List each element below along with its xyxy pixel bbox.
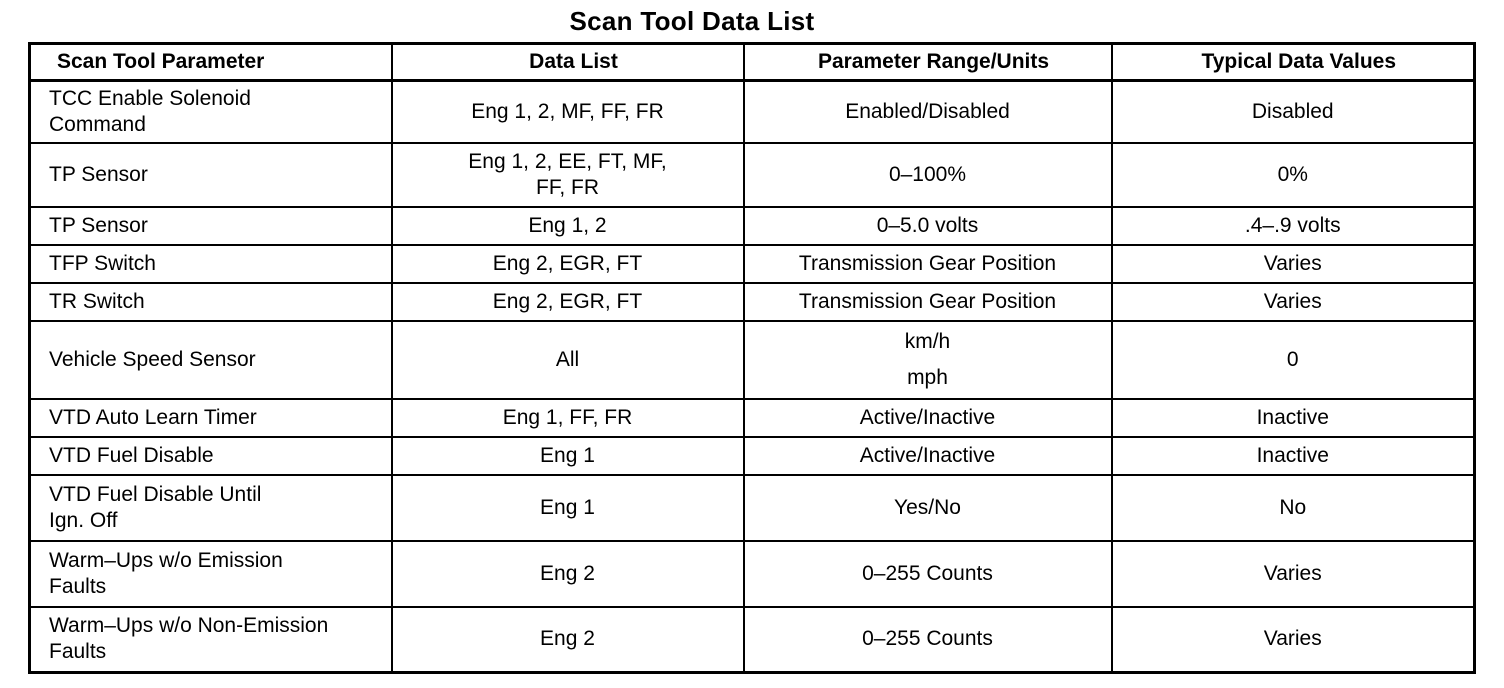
cell-parameter xyxy=(30,541,392,607)
cell-typical-value: No xyxy=(1112,475,1475,541)
cell-range-units xyxy=(744,81,1112,143)
cell-typical-value: Varies xyxy=(1112,245,1475,283)
cell-range-units-line: Transmission Gear Position xyxy=(798,251,1057,275)
cell-parameter-line: Vehicle Speed Sensor xyxy=(49,347,256,371)
cell-typical-value: 0% xyxy=(1112,143,1475,207)
cell-parameter-line: Ign. Off xyxy=(49,508,118,532)
table-row xyxy=(30,475,1475,541)
table-header-row xyxy=(30,44,1475,81)
cell-typical-value: Disabled xyxy=(1112,81,1475,143)
scan-tool-data-table xyxy=(28,42,1476,674)
cell-data-list-line: Eng 2, EGR, FT xyxy=(492,251,643,275)
cell-parameter xyxy=(30,475,392,541)
cell-range-units xyxy=(744,541,1112,607)
cell-range-units-line: Transmission Gear Position xyxy=(798,289,1057,313)
cell-data-list-line: Eng 2 xyxy=(540,627,595,651)
cell-range-units xyxy=(744,399,1112,437)
cell-typical-value: 0 xyxy=(1112,321,1475,399)
cell-range-units-line: 0–5.0 volts xyxy=(876,213,979,237)
cell-range-units xyxy=(744,321,1112,399)
cell-range-units-line: 0–255 Counts xyxy=(862,627,993,651)
cell-typical-value: Varies xyxy=(1112,541,1475,607)
cell-data-list xyxy=(392,475,744,541)
column-header-data-list: Data List xyxy=(392,44,744,81)
cell-data-list xyxy=(392,607,744,673)
cell-data-list-line: FF, FR xyxy=(536,175,599,199)
cell-range-units-line: Enabled/Disabled xyxy=(845,99,1010,123)
table-body xyxy=(30,81,1475,673)
cell-range-units-line: 0–100% xyxy=(888,162,967,186)
cell-data-list-line: Eng 1 xyxy=(540,495,595,519)
cell-data-list xyxy=(392,283,744,321)
cell-parameter-line: TP Sensor xyxy=(49,213,148,237)
cell-data-list xyxy=(392,207,744,245)
cell-data-list xyxy=(392,245,744,283)
cell-parameter-line: Faults xyxy=(49,640,107,664)
cell-data-list xyxy=(392,437,744,475)
cell-range-units xyxy=(744,437,1112,475)
cell-data-list-line: Eng 1, 2, MF, FF, FR xyxy=(471,99,664,123)
cell-parameter xyxy=(30,207,392,245)
table-row xyxy=(30,399,1475,437)
table-row xyxy=(30,321,1475,399)
table-row xyxy=(30,207,1475,245)
cell-range-units xyxy=(744,143,1112,207)
cell-parameter xyxy=(30,321,392,399)
cell-data-list-line: All xyxy=(555,347,580,371)
cell-parameter xyxy=(30,607,392,673)
cell-data-list-line: Eng 1 xyxy=(540,443,595,467)
cell-parameter xyxy=(30,437,392,475)
cell-data-list-line: Eng 2, EGR, FT xyxy=(492,289,643,313)
cell-data-list-line: Eng 1, 2, EE, FT, MF, xyxy=(468,149,667,173)
cell-typical-value: Inactive xyxy=(1112,437,1475,475)
cell-data-list xyxy=(392,143,744,207)
table-row xyxy=(30,541,1475,607)
cell-parameter xyxy=(30,143,392,207)
cell-parameter-line: Faults xyxy=(49,574,107,598)
cell-range-units-line: Yes/No xyxy=(894,495,961,519)
cell-typical-value: Inactive xyxy=(1112,399,1475,437)
cell-range-units-line: Active/Inactive xyxy=(859,405,996,429)
cell-typical-value: Varies xyxy=(1112,607,1475,673)
cell-typical-value: .4–.9 volts xyxy=(1112,207,1475,245)
cell-data-list-line: Eng 1, FF, FR xyxy=(502,405,633,429)
table-row xyxy=(30,245,1475,283)
table-row xyxy=(30,437,1475,475)
cell-range-units-line: 0–255 Counts xyxy=(862,561,993,585)
document-title: Scan Tool Data List xyxy=(569,6,815,36)
cell-data-list xyxy=(392,541,744,607)
cell-range-units xyxy=(744,283,1112,321)
cell-range-units xyxy=(744,607,1112,673)
cell-parameter xyxy=(30,283,392,321)
cell-parameter xyxy=(30,399,392,437)
cell-range-units-line: Active/Inactive xyxy=(859,443,996,467)
table-row xyxy=(30,81,1475,143)
cell-typical-value: Varies xyxy=(1112,283,1475,321)
cell-range-units xyxy=(744,245,1112,283)
column-header-parameter: Scan Tool Parameter xyxy=(30,44,392,81)
cell-data-list-line: Eng 2 xyxy=(540,561,595,585)
column-header-range-units: Parameter Range/Units xyxy=(744,44,1112,81)
table-row xyxy=(30,607,1475,673)
cell-parameter-line: VTD Auto Learn Timer xyxy=(49,405,257,429)
cell-parameter-line: TCC Enable Solenoid xyxy=(49,86,251,110)
cell-parameter-line: Warm–Ups w/o Non-Emission xyxy=(49,614,329,638)
cell-parameter-line: TR Switch xyxy=(49,289,145,313)
cell-parameter xyxy=(30,81,392,143)
cell-range-units-line: km/h xyxy=(904,329,951,353)
cell-data-list-line: Eng 1, 2 xyxy=(528,213,607,237)
cell-parameter-line: Command xyxy=(49,112,146,136)
cell-data-list xyxy=(392,399,744,437)
cell-parameter-line: TFP Switch xyxy=(49,251,156,275)
cell-parameter xyxy=(30,245,392,283)
cell-data-list xyxy=(392,81,744,143)
cell-data-list xyxy=(392,321,744,399)
cell-parameter-line: VTD Fuel Disable Until xyxy=(49,482,262,506)
cell-parameter-line: TP Sensor xyxy=(49,162,148,186)
column-header-typical-values: Typical Data Values xyxy=(1112,44,1475,81)
table-row xyxy=(30,283,1475,321)
cell-range-units-line: mph xyxy=(907,365,948,389)
cell-parameter-line: VTD Fuel Disable xyxy=(49,443,214,467)
cell-range-units xyxy=(744,475,1112,541)
cell-range-units xyxy=(744,207,1112,245)
cell-parameter-line: Warm–Ups w/o Emission xyxy=(49,548,283,572)
table-row xyxy=(30,143,1475,207)
